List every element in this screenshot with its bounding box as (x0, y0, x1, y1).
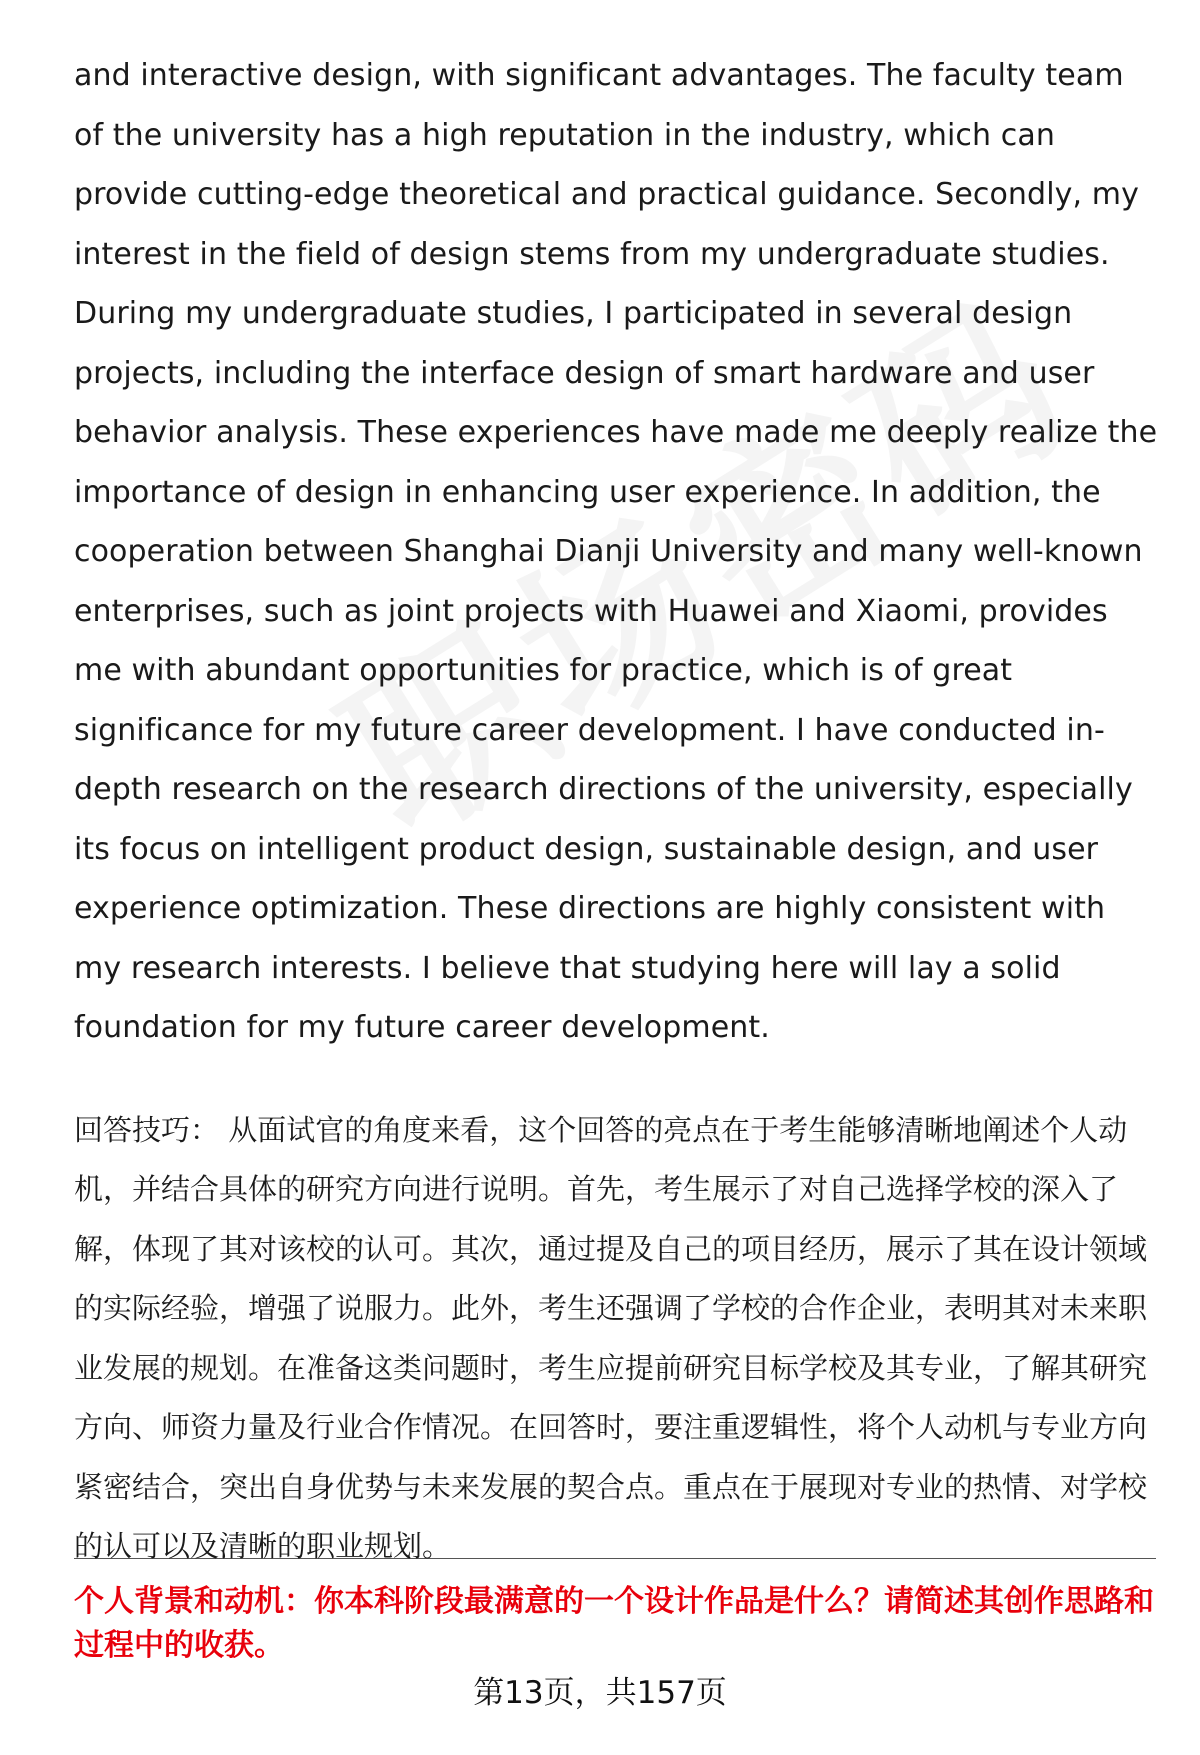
tips-label: 回答技巧： (74, 1112, 220, 1147)
tips-text: 从面试官的角度来看，这个回答的亮点在于考生能够清晰地阐述个人动机，并结合具体的研究方向进行说明。首先，考生展示了对自己选择学校的深入了解，体现了其对该校的认可。其次，通过提及自己的项目经历，展示了其在设计领域的实际经验，增强了说服力。此外，考生还强调了学校的合作企业，表明其对未来职业发展的规划。在准备这类问题时，考生应提前研究目标学校及其专业，了解其研究方向、师资力量及行业合作情况。在回答时，要注重逻辑性，将个人动机与专业方向紧密结合，突出自身优势与未来发展的契合点。重点在于展现对专业的热情、对学校的认可以及清晰的职业规划。 (74, 1112, 1148, 1563)
tips-paragraph (74, 1101, 1159, 1577)
page-content (74, 46, 1159, 1577)
question-heading: 个人背景和动机：你本科阶段最满意的一个设计作品是什么？请简述其创作思路和过程中的收获。 (74, 1584, 1154, 1663)
answer-paragraph: and interactive design, with significant advantages. The faculty team of the university has a high reputation in the industry, which can provide cutting-edge theoretical and practical guidance. Secondly, my interest in the field of design stems from my undergraduate studies. During my undergraduate studies, I participated in several design projects, including the interface design of smart hardware and user behavior analysis. These experiences have made me deeply realize the importance of design in enhancing user experience. In addition, the cooperation between Shanghai Dianji University and many well-known enterprises, such as joint projects with Huawei and Xiaomi, provides me with abundant opportunities for practice, which is of great significance for my future career development. I have conducted in-depth research on the research directions of the university, especially its focus on intelligent product design, sustainable design, and user experience optimization. These directions are highly consistent with my research interests. I believe that studying here will lay a solid foundation for my future career development. (74, 58, 1158, 1045)
page-number: 第13页，共157页 (473, 1675, 727, 1711)
